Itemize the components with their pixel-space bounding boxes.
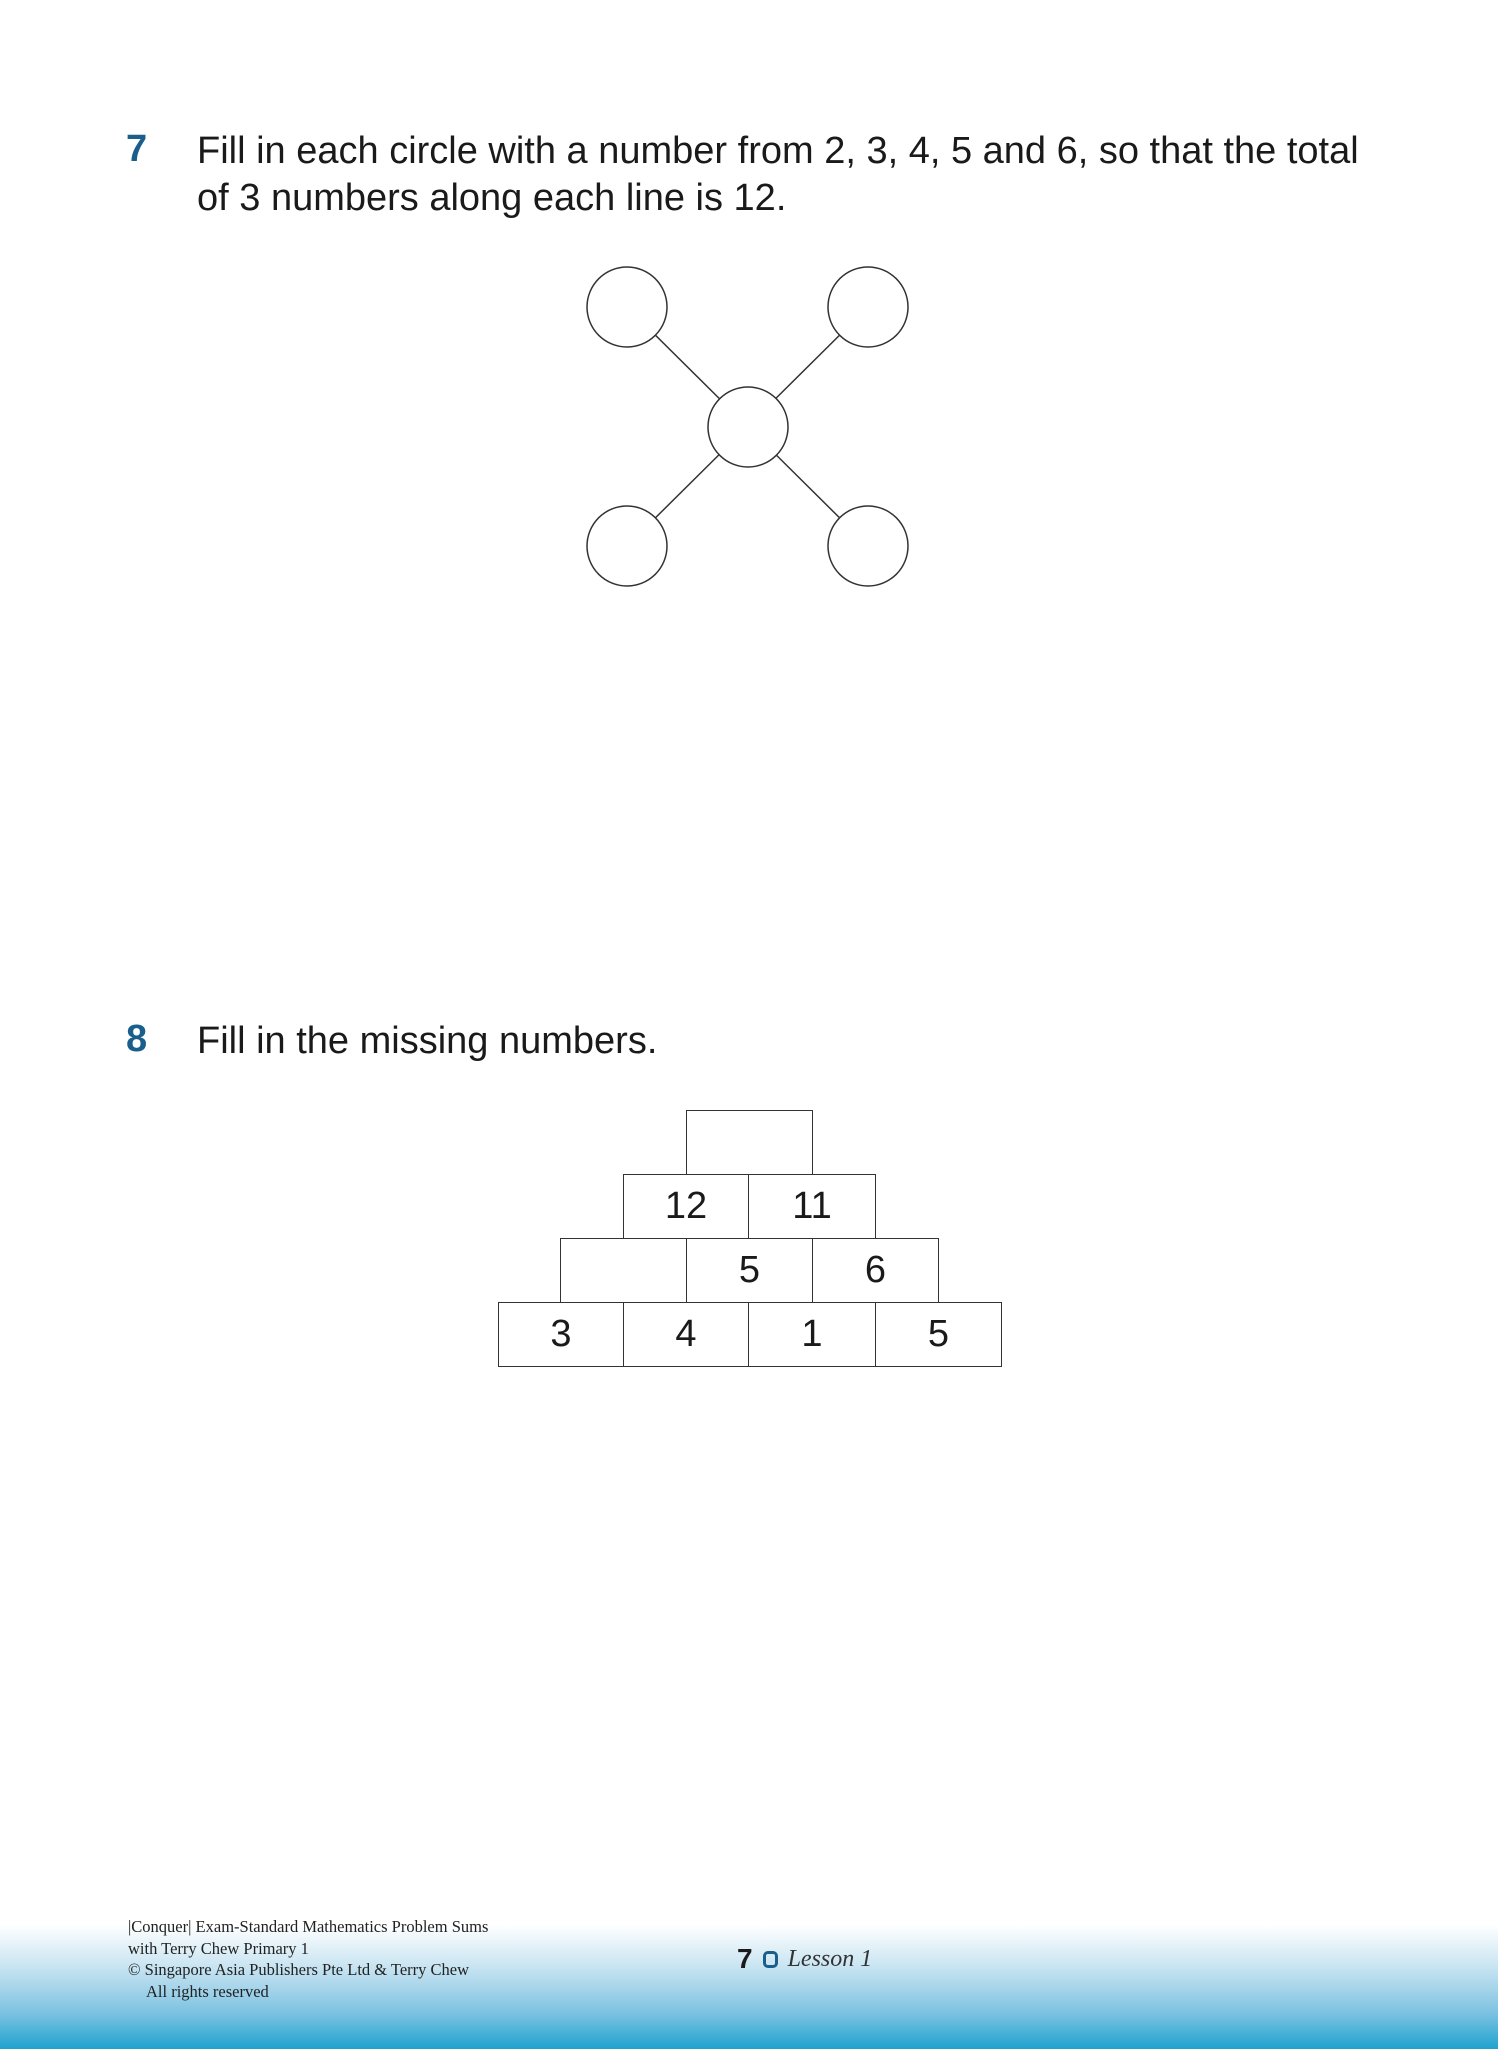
question-number: 7	[126, 128, 148, 170]
pyramid-cell: 3	[498, 1302, 624, 1367]
pyramid-cell[interactable]	[686, 1110, 813, 1175]
answer-circle[interactable]	[587, 506, 667, 586]
pyramid-cell: 4	[623, 1302, 749, 1367]
question-text: Fill in the missing numbers.	[197, 1020, 658, 1062]
lesson-label: Lesson 1	[787, 1945, 873, 1972]
page-indicator	[737, 1943, 872, 1975]
pyramid-cell: 5	[686, 1238, 813, 1303]
bullet-icon	[763, 1951, 778, 1968]
pyramid-cell: 12	[623, 1174, 749, 1239]
rights: All rights reserved	[146, 1981, 269, 2001]
answer-circle[interactable]	[828, 506, 908, 586]
answer-circle[interactable]	[708, 387, 788, 467]
circle-diagram	[0, 0, 1498, 700]
pyramid-cell: 6	[812, 1238, 939, 1303]
pyramid-cell: 5	[875, 1302, 1002, 1367]
answer-circle[interactable]	[587, 267, 667, 347]
answer-circle[interactable]	[828, 267, 908, 347]
pyramid-cell[interactable]	[560, 1238, 687, 1303]
book-subtitle: with Terry Chew Primary 1	[128, 1938, 309, 1958]
question-number: 8	[126, 1018, 148, 1060]
book-title: |Conquer| Exam-Standard Mathematics Problem Sums	[128, 1917, 489, 1936]
pyramid-cell: 11	[748, 1174, 876, 1239]
question-text: Fill in each circle with a number from 2, 3, 4, 5 and 6, so that the total of 3 numbers along each line is 12.	[197, 130, 1359, 219]
pyramid-cell: 1	[748, 1302, 876, 1367]
page-number: 7	[737, 1943, 753, 1974]
copyright-block	[128, 1916, 488, 2002]
copyright: © Singapore Asia Publishers Pte Ltd & Terry Chew	[128, 1960, 470, 1979]
